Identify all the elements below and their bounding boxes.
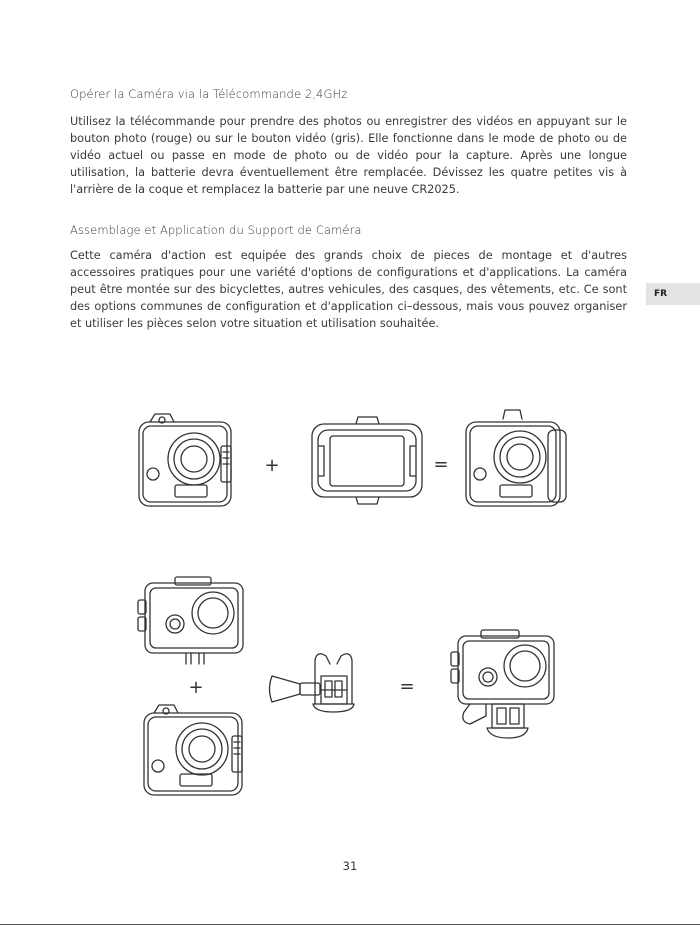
mounted-housing-icon — [451, 630, 554, 738]
section-heading-mount: Assemblage et Application du Support de Caméra — [70, 223, 362, 237]
waterproof-housing-icon — [138, 577, 243, 664]
camera-in-frame-icon — [466, 410, 566, 506]
plus-sign-1: + — [264, 455, 280, 476]
paragraph-remote: Utilisez la télécommande pour prendre des photos ou enregistrer des vidéos en appuyant sur le bouton photo (rouge) ou sur le bouton vidéo (gris). Elle fonctionne dans le mode de photo ou de vidéo actuel ou passe en mode de photo ou de vidéo pour la capture. Après une longue utilisation, la batterie devra éventuellement être remplacée. Dévissez les quatre petites vis à l'arrière de la coque et remplacez la batterie par une neuve CR2025. — [70, 115, 627, 196]
page-number: 31 — [342, 859, 358, 873]
section-heading-remote: Opérer la Caméra via la Télécommande 2,4GHz — [70, 87, 348, 101]
equals-sign-1: = — [433, 454, 449, 475]
equals-sign-2: = — [399, 676, 415, 697]
camera-icon — [139, 414, 231, 506]
buckle-mount-icon — [270, 654, 355, 712]
language-tab: FR — [646, 283, 700, 305]
plus-sign-2: + — [188, 677, 204, 698]
camera-icon-2 — [144, 705, 242, 795]
frame-mount-icon — [312, 417, 422, 504]
footer-rule — [0, 924, 700, 925]
paragraph-mount: Cette caméra d'action est equipée des grands choix de pieces de montage et d'autres accessoires pratiques pour une variété d'options de configurations et d'applications. La caméra peut être montée sur des bicyclettes, autres vehicules, des casques, des vêtements, etc. Ce sont des options communes de configuration et d'application ci–dessous, mais vous pouvez organiser et utiliser les pièces selon votre situation et utilisation souhaitée. — [70, 249, 627, 330]
